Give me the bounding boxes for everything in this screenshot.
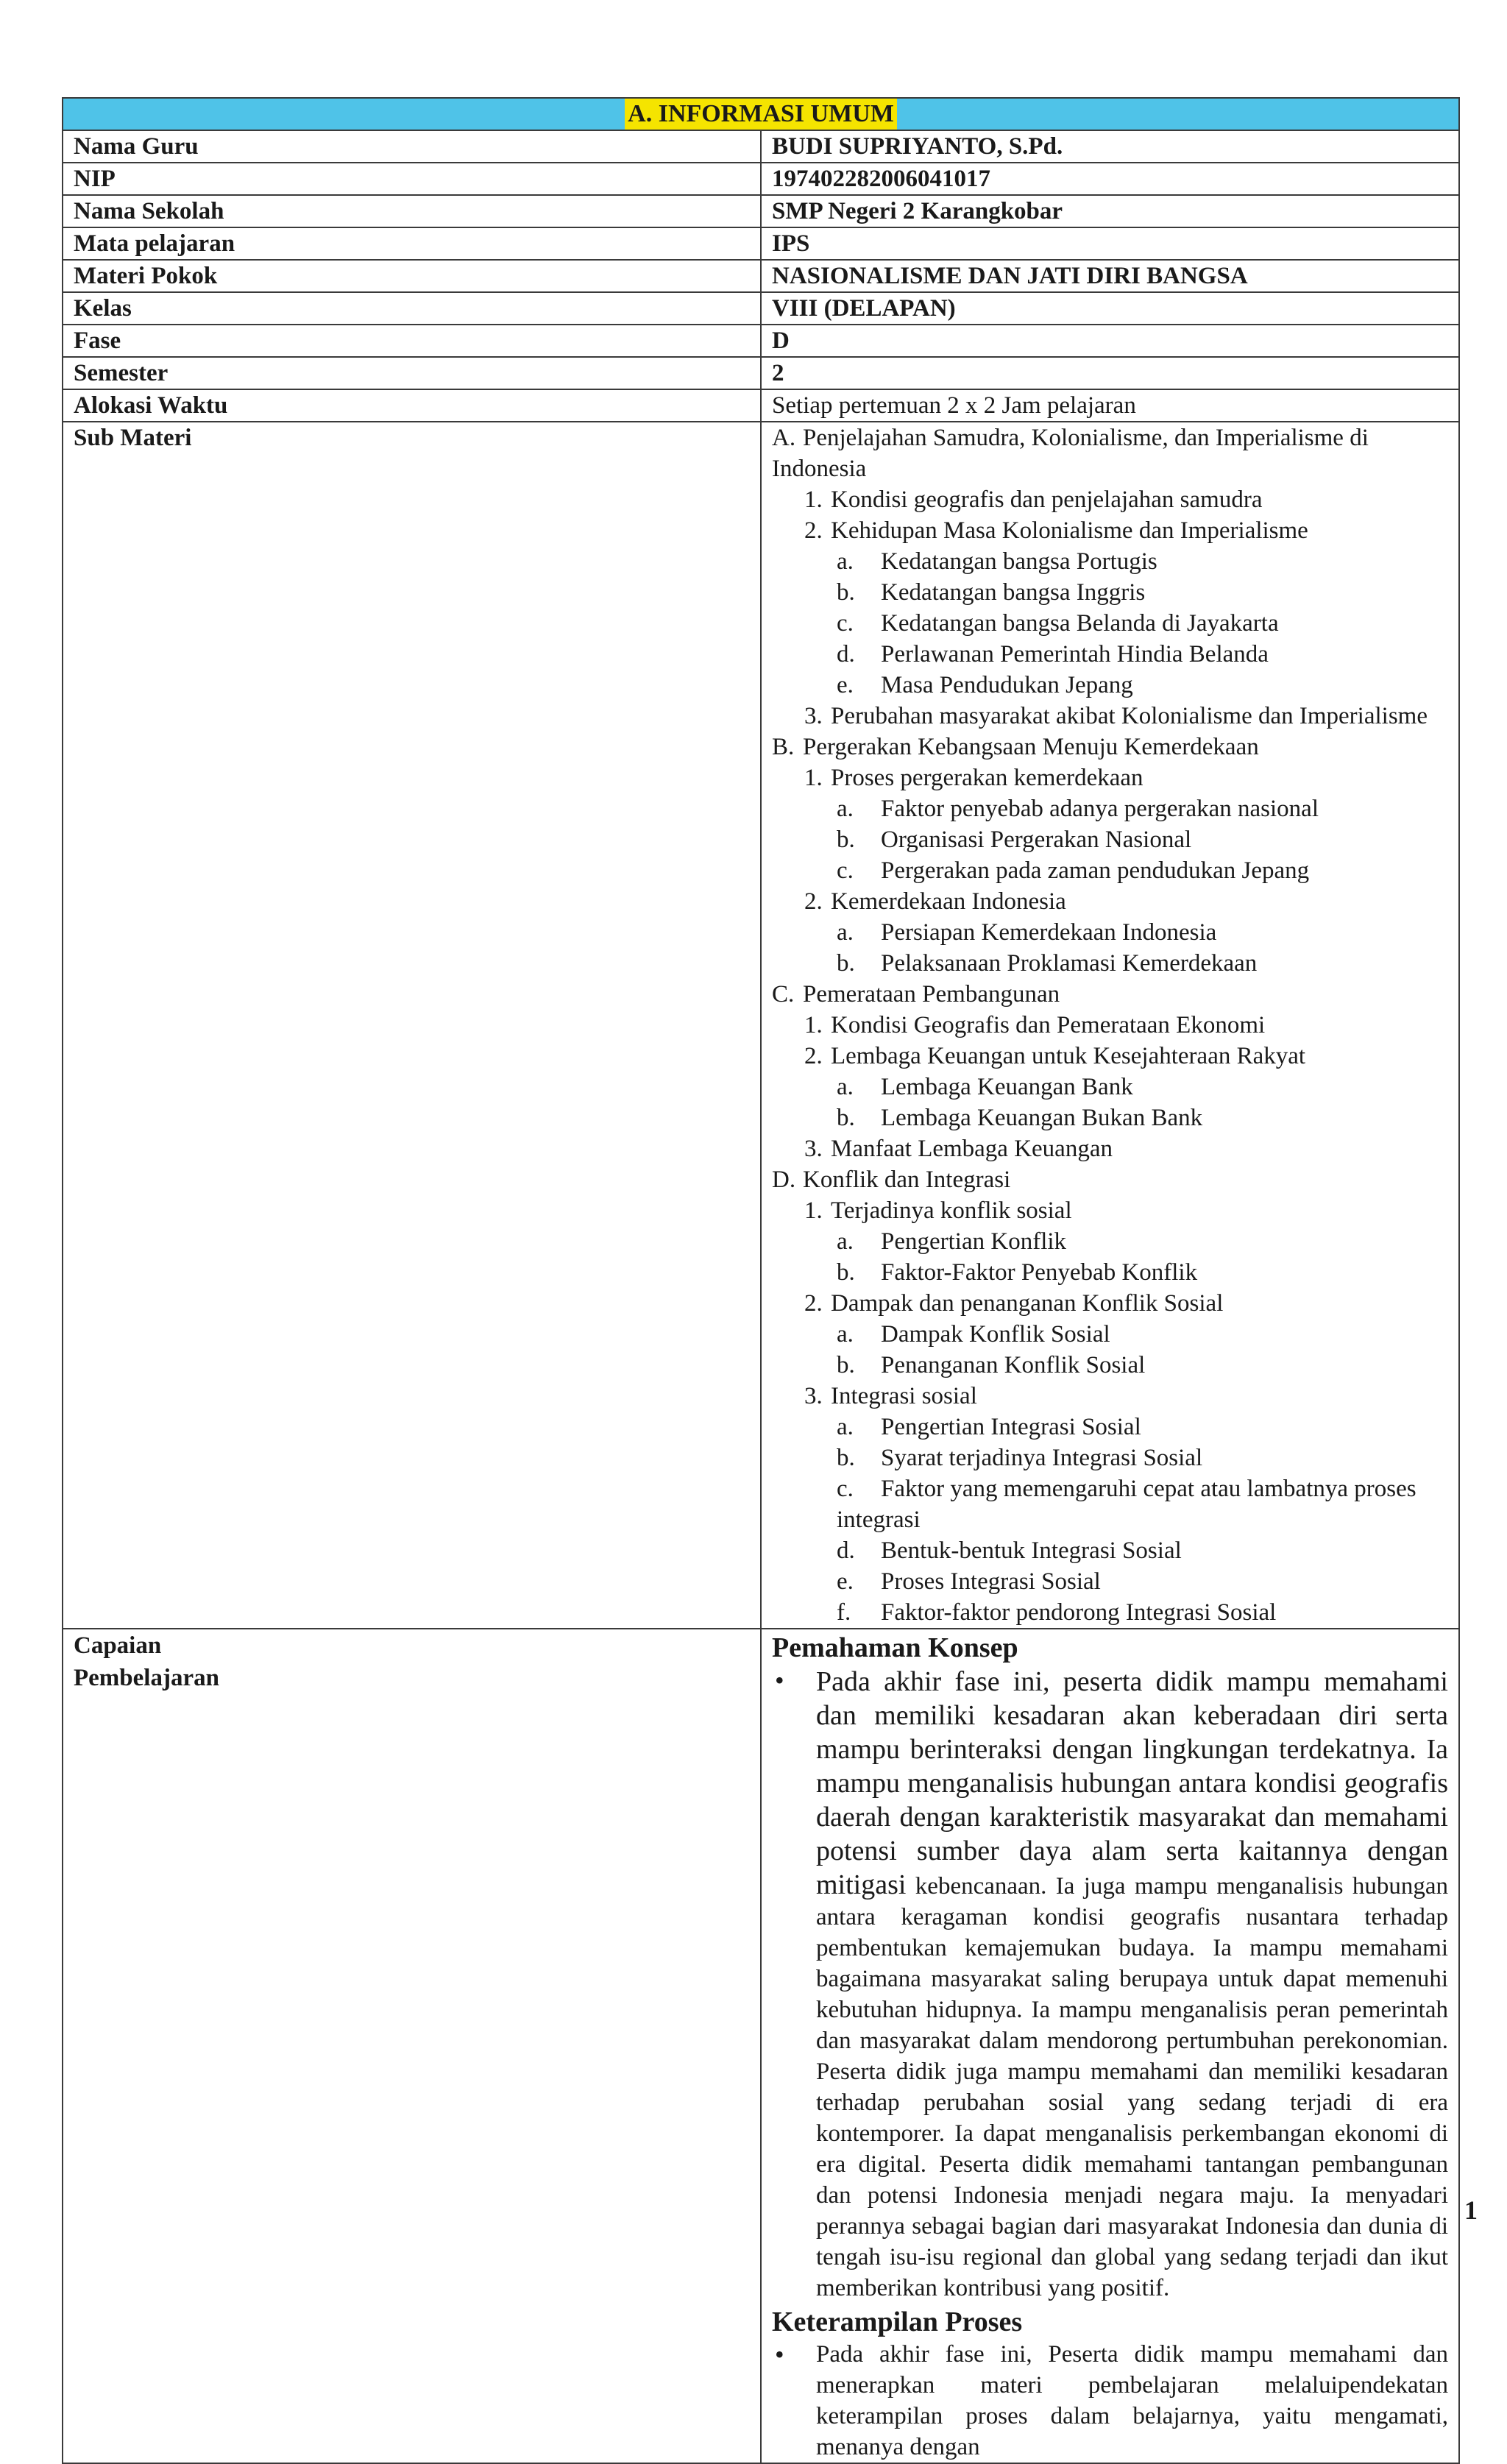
sub-materi-marker: e. [837,672,854,698]
row-nama-guru [63,130,1459,163]
sub-materi-item [772,1319,1448,1350]
sub-materi-text: Pengertian Konflik [881,1228,1067,1255]
sub-materi-item [772,979,1448,1010]
sub-materi-item [772,1072,1448,1102]
sub-materi-item [772,1164,1448,1195]
sub-materi-marker: 2. [804,1043,823,1069]
pemahaman-konsep-item [772,1665,1448,2304]
sub-materi-marker: a. [837,1074,854,1100]
sub-materi-item [772,546,1448,577]
row-nip [63,163,1459,195]
sub-materi-item [772,701,1448,732]
sub-materi-marker: 1. [804,1012,823,1038]
sub-materi-text: Konflik dan Integrasi [803,1166,1011,1193]
sub-materi-marker: b. [837,1259,855,1286]
sub-materi-text: Persiapan Kemerdekaan Indonesia [881,919,1217,946]
sub-materi-marker: c. [837,1476,854,1502]
sub-materi-text: Kedatangan bangsa Portugis [881,548,1157,575]
sub-materi-text: Pergerakan pada zaman pendudukan Jepang [881,857,1310,884]
sub-materi-marker: 3. [804,1383,823,1409]
sub-materi-item [772,1597,1448,1628]
sub-materi-marker: 2. [804,517,823,544]
row-sub-materi [63,422,1459,1629]
table-header-cell [63,98,1459,130]
sub-materi-marker: a. [837,919,854,946]
sub-materi-item [772,1535,1448,1566]
sub-materi-marker: A. [772,425,796,451]
sub-materi-marker: a. [837,796,854,822]
sub-materi-item [772,1350,1448,1381]
sub-materi-text: Pengertian Integrasi Sosial [881,1414,1141,1440]
pemahaman-konsep-lead: Pada akhir fase ini, peserta didik mampu memahami dan memiliki kesadaran akan keberadaan diri serta mampu berinteraksi dengan lingkungan terdekatnya. Ia mampu menganalisis hubungan antara kondisi geografis daerah dengan karakteristik masyarakat dan memahami potensi sumber daya alam serta kaitannya dengan mitigasi [816,1666,1448,1900]
sub-materi-item [772,1195,1448,1226]
sub-materi-text: Perubahan masyarakat akibat Kolonialisme dan Imperialisme [831,703,1428,729]
value-alokasi-waktu: Setiap pertemuan 2 x 2 Jam pelajaran [761,389,1459,422]
sub-materi-marker: a. [837,1321,854,1348]
sub-materi-text: Faktor-faktor pendorong Integrasi Sosial [881,1599,1277,1626]
sub-materi-marker: c. [837,610,854,637]
sub-materi-text: Integrasi sosial [831,1383,977,1409]
sub-materi-text: Faktor penyebab adanya pergerakan nasional [881,796,1319,822]
sub-materi-text: Bentuk-bentuk Integrasi Sosial [881,1537,1182,1564]
sub-materi-item [772,484,1448,515]
value-fase: D [761,325,1459,357]
label-nip: NIP [63,163,761,195]
sub-materi-marker: 3. [804,703,823,729]
label-kelas: Kelas [63,292,761,325]
label-sub-materi: Sub Materi [63,422,761,1629]
sub-materi-marker: C. [772,981,795,1008]
sub-materi-item [772,1566,1448,1597]
row-nama-sekolah [63,195,1459,227]
pemahaman-konsep-rest: kebencanaan. Ia juga mampu menganalisis hubungan antara keragaman kondisi geografis nusantara terhadap pembentukan kemajemukan budaya. Ia mampu memahami bagaimana masyarakat saling berupaya untuk dapat memenuhi kebutuhan hidupnya. Ia mampu menganalisis peran pemerintah dan masyarakat dalam mendorong pertumbuhan perekonomian. Peserta didik juga mampu memahami dan memiliki kesadaran terhadap perubahan sosial yang sedang terjadi di era kontemporer. Ia dapat menganalisis perkembangan ekonomi di era digital. Peserta didik memahami tantangan pembangunan dan potensi Indonesia menjadi negara maju. Ia menyadari perannya sebagai bagian dari masyarakat Indonesia dan dunia di tengah isu-isu regional dan global yang sedang terjadi dan ikut memberikan kontribusi yang positif. [816,1873,1449,2301]
sub-materi-marker: 3. [804,1136,823,1162]
sub-materi-item [772,793,1448,824]
row-capaian [63,1629,1459,2463]
sub-materi-marker: b. [837,579,855,606]
sub-materi-text: Masa Pendudukan Jepang [881,672,1133,698]
sub-materi-text: Pemerataan Pembangunan [803,981,1060,1008]
sub-materi-text: Kehidupan Masa Kolonialisme dan Imperialisme [831,517,1308,544]
keterampilan-proses-text: Pada akhir fase ini, Peserta didik mampu memahami dan menerapkan materi pembelajaran melaluipendekatan keterampilan proses dalam belajarnya, yaitu mengamati, menanya dengan [816,2341,1448,2460]
sub-materi-item [772,422,1448,484]
sub-materi-text: Lembaga Keuangan Bank [881,1074,1133,1100]
sub-materi-marker: b. [837,1105,855,1131]
sub-materi-text: Terjadinya konflik sosial [831,1197,1072,1224]
sub-materi-item [772,1133,1448,1164]
sub-materi-item [772,762,1448,793]
sub-materi-item [772,824,1448,855]
sub-materi-text: Proses Integrasi Sosial [881,1568,1101,1595]
sub-materi-text: Dampak Konflik Sosial [881,1321,1110,1348]
sub-materi-marker: B. [772,734,795,760]
sub-materi-text: Lembaga Keuangan Bukan Bank [881,1105,1203,1131]
sub-materi-text: Kondisi Geografis dan Pemerataan Ekonomi [831,1012,1266,1038]
sub-materi-marker: b. [837,950,855,977]
row-fase [63,325,1459,357]
value-semester: 2 [761,357,1459,389]
sub-materi-text: Penanganan Konflik Sosial [881,1352,1146,1378]
sub-materi-item [772,577,1448,608]
sub-materi-text: Kedatangan bangsa Inggris [881,579,1146,606]
sub-materi-item [772,515,1448,546]
label-mata-pelajaran: Mata pelajaran [63,227,761,260]
sub-materi-marker: 2. [804,888,823,915]
pemahaman-konsep-heading: Pemahaman Konsep [772,1632,1018,1663]
value-nama-guru: BUDI SUPRIYANTO, S.Pd. [761,130,1459,163]
table-header-row [63,98,1459,130]
sub-materi-item [772,1102,1448,1133]
sub-materi-item [772,1442,1448,1473]
sub-materi-text: Dampak dan penanganan Konflik Sosial [831,1290,1224,1317]
sub-materi-marker: f. [837,1599,851,1626]
sub-materi-marker: a. [837,1228,854,1255]
sub-materi-text: Faktor yang memengaruhi cepat atau lambatnya proses integrasi [837,1476,1416,1533]
sub-materi-text: Faktor-Faktor Penyebab Konflik [881,1259,1198,1286]
sub-materi-item [772,917,1448,948]
sub-materi-text: Proses pergerakan kemerdekaan [831,765,1143,791]
bullet-icon: • [775,1665,784,1695]
sub-materi-marker: 1. [804,765,823,791]
sub-materi-marker: a. [837,548,854,575]
sub-materi-item [772,1041,1448,1072]
label-fase: Fase [63,325,761,357]
sub-materi-item [772,1226,1448,1257]
sub-materi-marker: 2. [804,1290,823,1317]
sub-materi-text: Manfaat Lembaga Keuangan [831,1136,1113,1162]
sub-materi-marker: a. [837,1414,854,1440]
sub-materi-item [772,732,1448,762]
sub-materi-item [772,855,1448,886]
sub-materi-marker: b. [837,1352,855,1378]
sub-materi-text: Penjelajahan Samudra, Kolonialisme, dan Imperialisme di Indonesia [772,425,1369,482]
sub-materi-item [772,1473,1448,1535]
sub-materi-item [772,1412,1448,1442]
value-kelas: VIII (DELAPAN) [761,292,1459,325]
sub-materi-item [772,948,1448,979]
sub-materi-marker: c. [837,857,854,884]
sub-materi-text: Organisasi Pergerakan Nasional [881,826,1192,853]
sub-materi-text: Syarat terjadinya Integrasi Sosial [881,1445,1203,1471]
sub-materi-list [761,422,1459,1629]
sub-materi-item [772,608,1448,639]
label-semester: Semester [63,357,761,389]
sub-materi-marker: D. [772,1166,796,1193]
value-nama-sekolah: SMP Negeri 2 Karangkobar [761,195,1459,227]
sub-materi-text: Kedatangan bangsa Belanda di Jayakarta [881,610,1279,637]
sub-materi-item [772,670,1448,701]
label-alokasi-waktu: Alokasi Waktu [63,389,761,422]
sub-materi-item [772,1381,1448,1412]
sub-materi-item [772,639,1448,670]
label-materi-pokok: Materi Pokok [63,260,761,292]
sub-materi-item [772,1010,1448,1041]
keterampilan-proses-item [772,2339,1448,2463]
label-capaian [63,1629,761,2463]
sub-materi-text: Pelaksanaan Proklamasi Kemerdekaan [881,950,1258,977]
value-mata-pelajaran: IPS [761,227,1459,260]
label-capaian-text: Capaian Pembelajaran [74,1632,219,1691]
sub-materi-marker: e. [837,1568,854,1595]
capaian-content [761,1629,1459,2463]
sub-materi-item [772,886,1448,917]
row-semester [63,357,1459,389]
sub-materi-text: Lembaga Keuangan untuk Kesejahteraan Rakyat [831,1043,1306,1069]
row-kelas [63,292,1459,325]
sub-materi-marker: 1. [804,1197,823,1224]
row-alokasi-waktu [63,389,1459,422]
row-materi-pokok [63,260,1459,292]
sub-materi-text: Pergerakan Kebangsaan Menuju Kemerdekaan [803,734,1259,760]
sub-materi-marker: 1. [804,486,823,513]
sub-materi-marker: b. [837,826,855,853]
sub-materi-marker: d. [837,641,855,668]
document-sheet [62,97,1460,2464]
section-title: A. INFORMASI UMUM [625,99,897,130]
label-nama-sekolah: Nama Sekolah [63,195,761,227]
value-materi-pokok: NASIONALISME DAN JATI DIRI BANGSA [761,260,1459,292]
sub-materi-text: Perlawanan Pemerintah Hindia Belanda [881,641,1269,668]
page-number: 1 [1464,2195,1478,2225]
sub-materi-text: Kemerdekaan Indonesia [831,888,1066,915]
sub-materi-marker: d. [837,1537,855,1564]
keterampilan-proses-heading: Keterampilan Proses [772,2307,1023,2337]
value-nip: 197402282006041017 [761,163,1459,195]
sub-materi-item [772,1288,1448,1319]
pemahaman-konsep-text [816,1665,1448,2304]
bullet-icon: • [775,2340,784,2369]
sub-materi-item [772,1257,1448,1288]
label-nama-guru: Nama Guru [63,130,761,163]
row-mata-pelajaran [63,227,1459,260]
info-table [62,97,1460,2464]
sub-materi-marker: b. [837,1445,855,1471]
sub-materi-text: Kondisi geografis dan penjelajahan samudra [831,486,1263,513]
